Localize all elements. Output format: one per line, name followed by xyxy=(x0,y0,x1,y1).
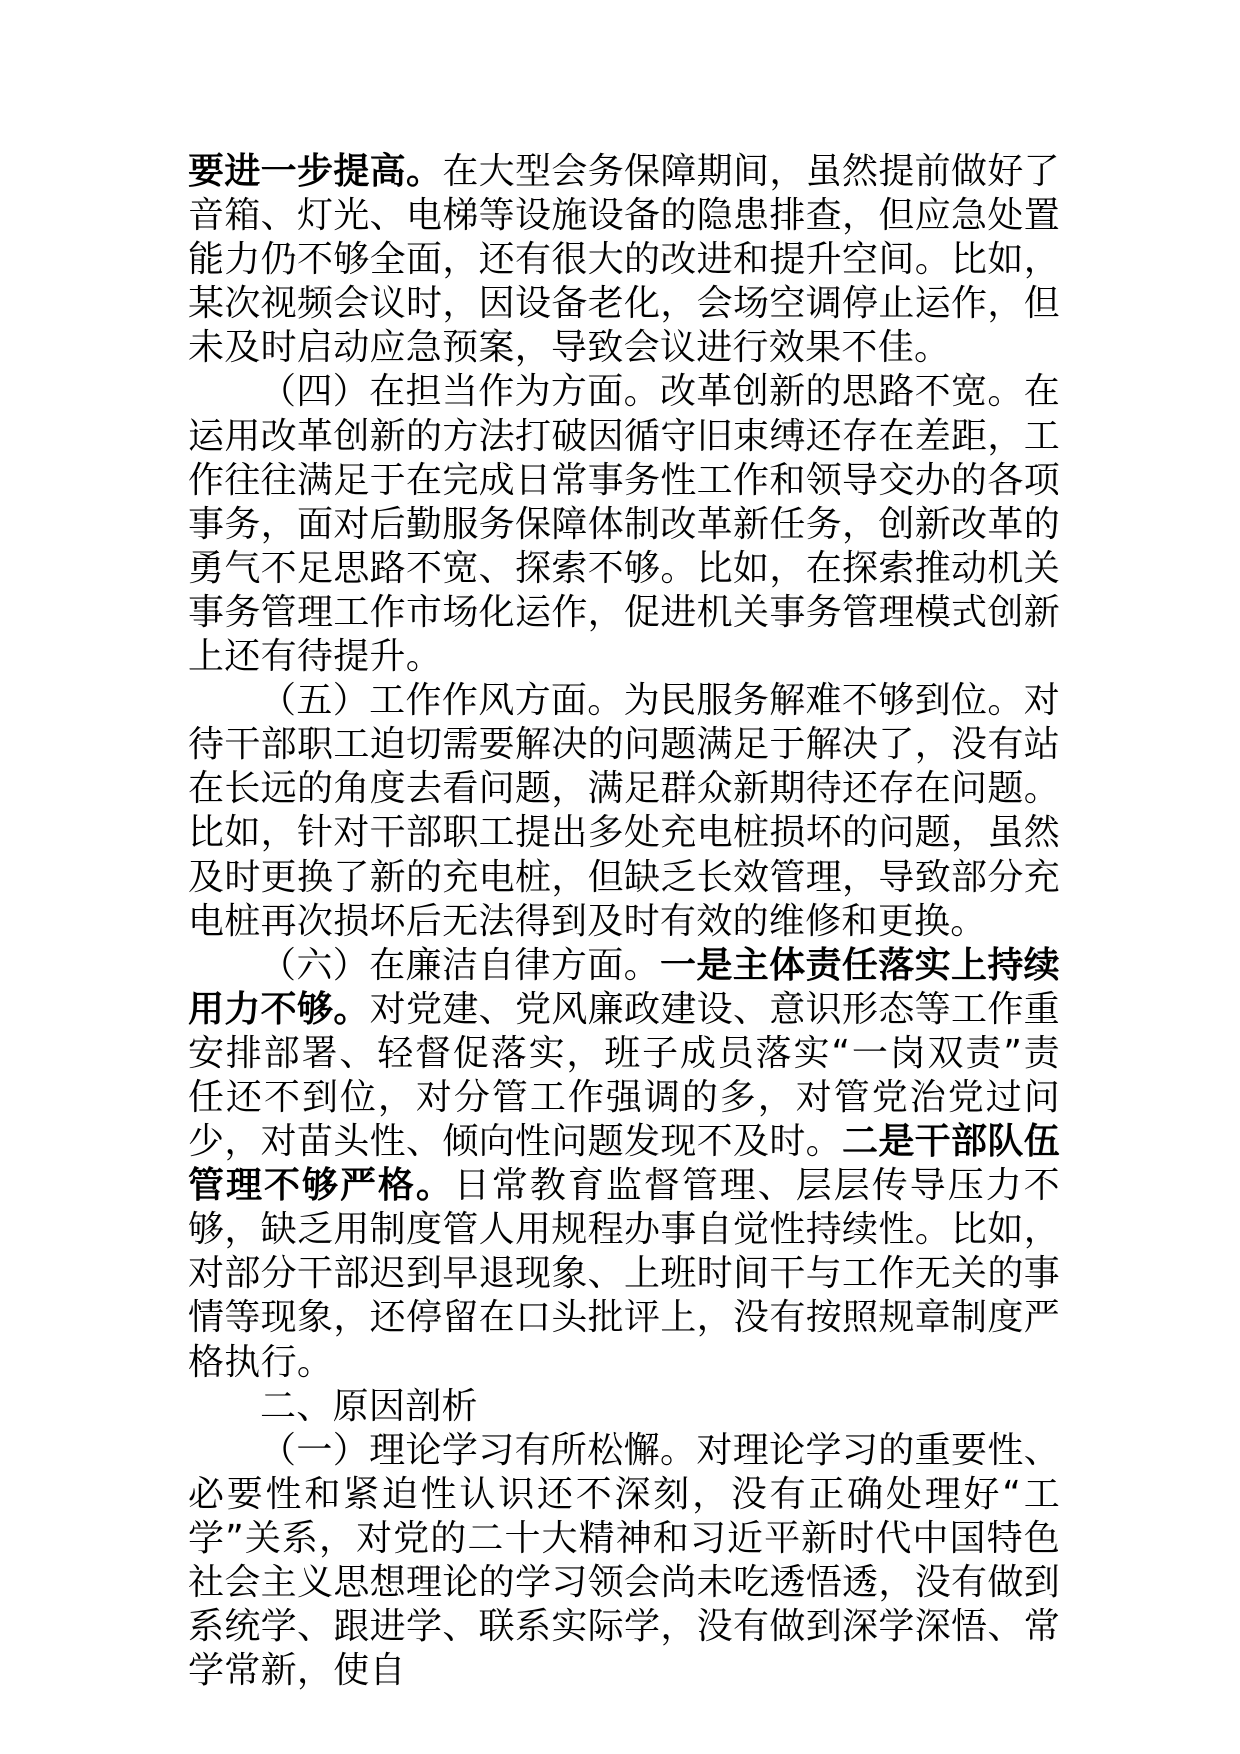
paragraph-text: （六）在廉洁自律方面。 xyxy=(260,944,661,986)
paragraph-section-5 xyxy=(188,679,1060,944)
paragraph-text: （四）在担当作为方面。改革创新的思路不宽。在运用改革创新的方法打破因循守旧束缚还存在差距，工作往往满足于在完成日常事务性工作和领导交办的各项事务，面对后勤服务保障体制改革新任务，创新改革的勇气不足思路不宽、探索不够。比如，在探索推动机关事务管理工作市场化运作，促进机关事务管理模式创新上还有待提升。 xyxy=(188,371,1060,678)
paragraph-text: 在大型会务保障期间，虽然提前做好了音箱、灯光、电梯等设施设备的隐患排查，但应急处置能力仍不够全面，还有很大的改进和提升空间。比如，某次视频会议时，因设备老化，会场空调停止运作，但未及时启动应急预案，导致会议进行效果不佳。 xyxy=(188,151,1060,369)
paragraph-text: （一）理论学习有所松懈。对理论学习的重要性、必要性和紧迫性认识还不深刻，没有正确处理好“工学”关系，对党的二十大精神和习近平新时代中国特色社会主义思想理论的学习领会尚未吃透悟透，没有做到系统学、跟进学、联系实际学，没有做到深学深悟、常学常新，使自 xyxy=(188,1429,1060,1692)
paragraph-text: （五）工作作风方面。为民服务解难不够到位。对待干部职工迫切需要解决的问题满足于解决了，没有站在长远的角度去看问题，满足群众新期待还存在问题。比如，针对干部职工提出多处充电桩损坏的问题，虽然及时更换了新的充电桩，但缺乏长效管理，导致部分充电桩再次损坏后无法得到及时有效的维修和更换。 xyxy=(188,680,1060,942)
bold-lead-phrase: 要进一步提高。 xyxy=(188,151,443,192)
bold-point-two: 二是干部队伍管理不够严格。 xyxy=(188,1121,1060,1207)
paragraph-text: 日常教育监督管理、层层传导压力不够，缺乏用制度管人用规程办事自觉性持续性。比如，对部分干部迟到早退现象、上班时间干与工作无关的事情等现象，还停留在口头批评上，没有按照规章制度严格执行。 xyxy=(188,1165,1060,1383)
paragraph-continuation xyxy=(188,150,1060,370)
section-heading-cause-analysis xyxy=(188,1385,1060,1429)
paragraph-section-6 xyxy=(188,944,1060,1385)
paragraph-section-4 xyxy=(188,370,1060,679)
paragraph-cause-1 xyxy=(188,1429,1060,1694)
heading-text: 二、原因剖析 xyxy=(260,1385,478,1427)
bold-point-one: 一是主体责任落实上持续用力不够。 xyxy=(188,944,1060,1030)
document-page xyxy=(188,150,1060,1693)
paragraph-text: 对党建、党风廉政建设、意识形态等工作重安排部署、轻督促落实，班子成员落实“一岗双责”责任还不到位，对分管工作强调的多，对管党治党过问少，对苗头性、倾向性问题发现不及时。 xyxy=(188,988,1060,1163)
